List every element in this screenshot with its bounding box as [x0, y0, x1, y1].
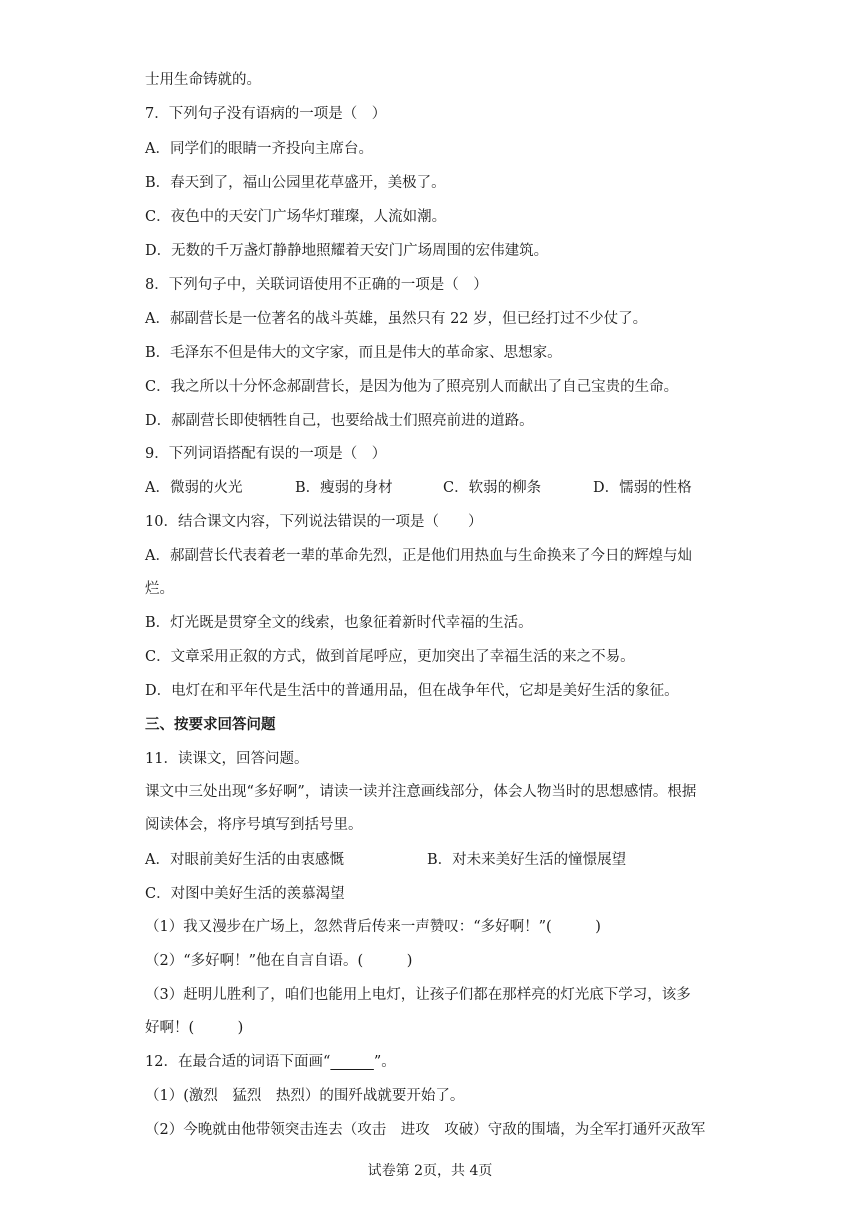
option-10c: C．文章采用正叙的方式，做到首尾呼应，更加突出了幸福生活的来之不易。	[145, 649, 635, 665]
option-9d: D．懦弱的性格	[593, 480, 692, 496]
question-11: 11．读课文，回答问题。	[145, 751, 309, 767]
question-12-text-end: ”。	[373, 1054, 396, 1070]
option-9b: B．瘦弱的身材	[295, 480, 393, 496]
sub-question-12-2: （2）今晚就由他带领突击连去（攻击 进攻 攻破）守敌的围墙，为全军打通歼灭敌军	[145, 1122, 706, 1138]
question-8: 8．下列句子中，关联词语使用不正确的一项是（ ）	[145, 277, 488, 293]
underline-blank	[330, 1054, 374, 1070]
option-11a: A．对眼前美好生活的由衷感慨	[145, 852, 344, 868]
question-9: 9．下列词语搭配有误的一项是（ ）	[145, 446, 387, 462]
sub-question-11-1: （1）我又漫步在广场上，忽然背后传来一声赞叹：“多好啊！”( )	[145, 919, 601, 935]
sub-question-11-3-cont: 好啊！( )	[145, 1020, 244, 1036]
question-11-prompt-cont: 阅读体会，将序号填写到括号里。	[145, 817, 363, 833]
option-10a: A．郝副营长代表着老一辈的革命先烈，正是他们用热血与生命换来了今日的辉煌与灿	[145, 548, 692, 564]
question-7: 7．下列句子没有语病的一项是（ ）	[145, 106, 387, 122]
sub-question-12-1: （1）(激烈 猛烈 热烈）的围歼战就要开始了。	[145, 1088, 465, 1104]
option-9c: C．软弱的柳条	[443, 480, 542, 496]
option-7c: C．夜色中的天安门广场华灯璀璨，人流如潮。	[145, 209, 447, 225]
question-12-text: 12．在最合适的词语下面画“	[145, 1054, 331, 1070]
option-10d: D．电灯在和平年代是生活中的普通用品，但在战争年代，它却是美好生活的象征。	[145, 683, 679, 699]
option-10b: B．灯光既是贯穿全文的线索，也象征着新时代幸福的生活。	[145, 615, 533, 631]
option-7d: D．无数的千万盏灯静静地照耀着天安门广场周围的宏伟建筑。	[145, 243, 549, 259]
option-9a: A．微弱的火光	[145, 480, 243, 496]
text-line: 士用生命铸就的。	[145, 72, 261, 88]
option-11b: B．对未来美好生活的憧憬展望	[427, 852, 627, 868]
option-7a: A．同学们的眼睛一齐投向主席台。	[145, 141, 373, 157]
sub-question-11-2: （2）“多好啊！”他在自言自语。( )	[145, 953, 413, 969]
option-10a-cont: 烂。	[145, 581, 174, 597]
question-11-prompt: 课文中三处出现“多好啊”，请读一读并注意画线部分，体会人物当时的思想感情。根据	[145, 784, 697, 800]
section-heading: 三、按要求回答问题	[145, 717, 276, 733]
option-8b: B．毛泽东不但是伟大的文字家，而且是伟大的革命家、思想家。	[145, 345, 562, 361]
option-8d: D．郝副营长即使牺牲自己，也要给战士们照亮前进的道路。	[145, 413, 534, 429]
option-11c: C．对图中美好生活的羡慕渴望	[145, 886, 345, 902]
option-8c: C．我之所以十分怀念郝副营长，是因为他为了照亮别人而献出了自己宝贵的生命。	[145, 379, 679, 395]
option-7b: B．春天到了，福山公园里花草盛开，美极了。	[145, 175, 446, 191]
question-12	[145, 1052, 396, 1072]
question-10: 10．结合课文内容，下列说法错误的一项是（ ）	[145, 514, 483, 530]
page-footer: 试卷第 2页，共 4页	[367, 1163, 493, 1179]
option-8a: A．郝副营长是一位著名的战斗英雄，虽然只有 22 岁，但已经打过不少仗了。	[145, 311, 648, 327]
sub-question-11-3: （3）赶明儿胜利了，咱们也能用上电灯，让孩子们都在那样亮的灯光底下学习，该多	[145, 987, 691, 1003]
